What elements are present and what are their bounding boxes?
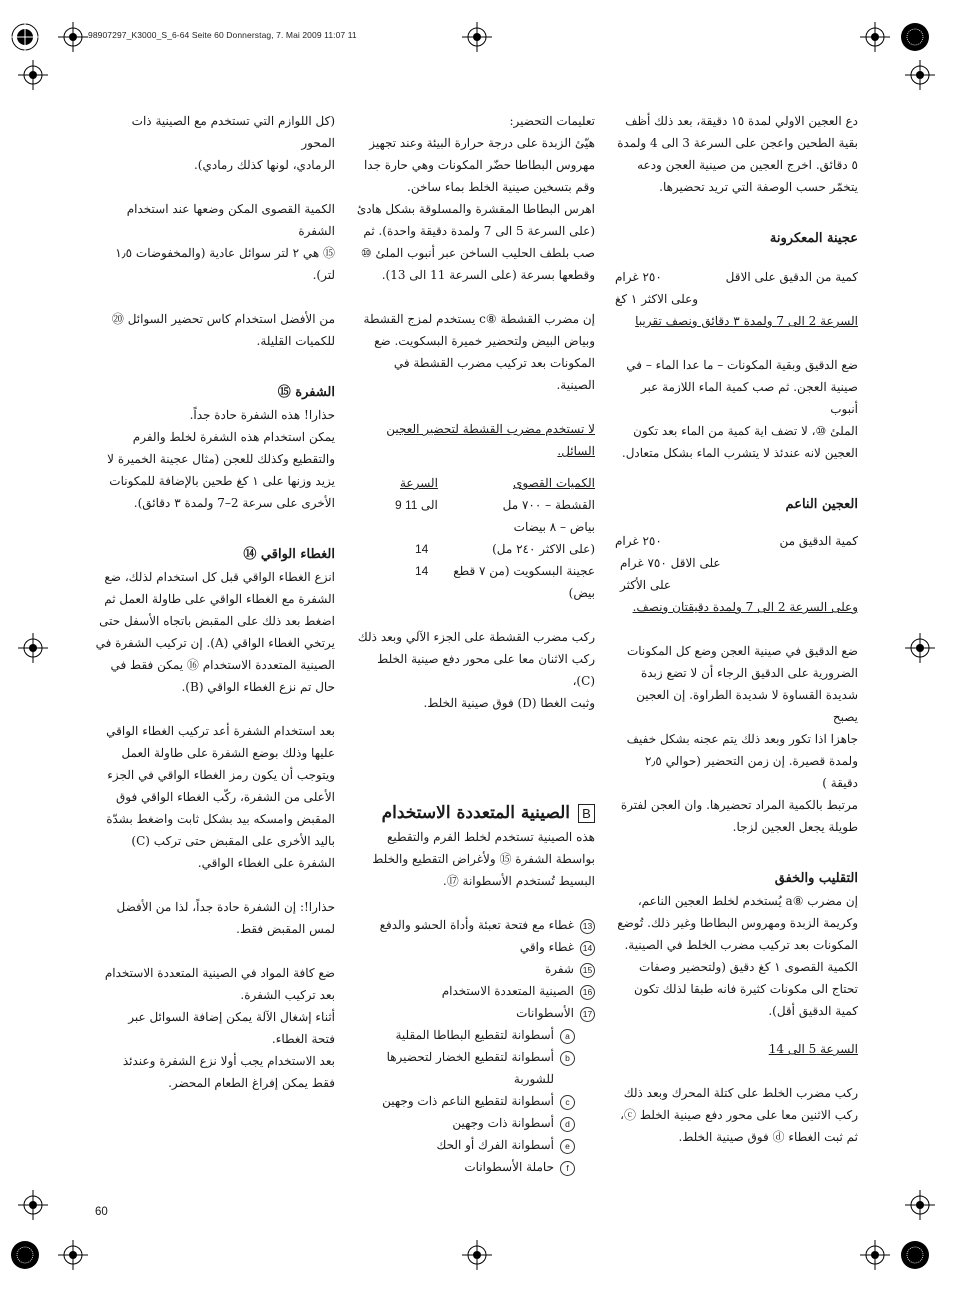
text-line: وبياض البيض ولتحضير خميرة البسكويت. ضع [374, 334, 595, 348]
text-line: انزع الغطاء الواقي قبل كل استخدام لذلك، ضع [104, 570, 335, 584]
text-line: وقم بتسخين صينية الخلط بماء ساخن. [407, 180, 595, 194]
text-line: بعد الاستخدام يجب أولا نزع الشفرة وعندئذ [122, 1054, 335, 1068]
crosshair-mark-icon [18, 60, 48, 90]
part-item [355, 980, 595, 1002]
text-line: مرتبط بالكمية المراد تحضيرها. وان العجن لفترة [620, 798, 858, 812]
qty-min: ٢٥٠ غرام [615, 534, 662, 548]
text-line: شديدة القساوة لا شديدة الطراوة. إن العجين يصبح [636, 688, 858, 724]
text-line: بقية الطحين واعجن على السرعة 3 الى 4 ولمدة [617, 136, 858, 150]
text-line: مهروس البطاطا حضّر المكونات وهي حارة جدا [363, 158, 595, 172]
text-line: الكمية القصوى ١ كغ دقيق (ولتحضير وصفات [639, 960, 858, 974]
text-line: من الأفضل استخدام كاس تحضير السوائل ⑳ [111, 312, 335, 326]
part-label: الأسطوانات [516, 1006, 574, 1020]
soft-dough-qty-row [615, 530, 858, 552]
text-line: بعد تركيب الشفرة. [240, 988, 335, 1002]
text-line: الشفرة على الغطاء الواقي. [197, 856, 335, 870]
cylinder-label: أسطوانة لتقطيع الخضار لتحضيرها [386, 1050, 554, 1064]
table-row [355, 494, 595, 516]
text-line: إن مضرب القشطة ⑧c يستخدم لمزج القشطة [363, 312, 595, 326]
text-line: بعد استخدام الشفرة أعد تركيب الغطاء الواقي [106, 724, 335, 738]
text-line: المكونات بعد تركيب مضرب الخلط في الصينية. [624, 938, 858, 952]
text-line: هيّئ الزبدة على درجة حرارة البيئة وعند تجهيز [369, 136, 595, 150]
qty-label: كمية الدقيق من [779, 534, 858, 548]
crosshair-mark-icon [18, 1190, 48, 1220]
text-line: يزيد وزنها على ١ كغ طحين بالإضافة للمكونات [109, 474, 335, 488]
qty-range: على الاقل ٧٥٠ غرام [620, 556, 721, 570]
part-label: الصينية المتعددة الاستخدام [441, 984, 574, 998]
text-line: لمس المقبض فقط. [236, 922, 335, 936]
text-line: جاهزا اذا تكور وبعد ذلك يتم عجنه بشكل خفيف [626, 732, 858, 746]
part-label: غطاء مع فتحة تعبئة وأداة الحشو والدفع [379, 918, 574, 932]
circled-number-icon: 15 [580, 963, 595, 978]
text-line: ركب مضرب الخلط على كتلة المحرك وبعد ذلك [623, 1086, 858, 1100]
text-line: تعليمات التحضير: [509, 114, 595, 128]
text-line: بواسطة الشفرة ⑮ ولأغراض التقطيع والخلط [372, 852, 595, 866]
print-header: 98907297_K3000_S_6-64 Seite 60 Donnerstag, 7. Mai 2009 11:07 11 [88, 30, 357, 40]
text-line: حال تم نزع الغطاء الواقي (B). [181, 680, 335, 694]
crosshair-mark-icon [905, 1190, 935, 1220]
part-item [355, 914, 595, 936]
warning-line: السائل. [557, 444, 595, 458]
text-line: أثناء إشغال الآلة يمكن إضافة السوائل عبر [128, 1010, 335, 1024]
qty-label: كمية من الدقيق على الاقل [725, 270, 858, 284]
section-b-heading [355, 800, 595, 826]
text-line: ضع الدقيق في صينية العجن وضع كل المكونات [626, 644, 858, 658]
crosshair-mark-icon [462, 22, 492, 52]
middle-column [355, 110, 595, 1178]
text-line: ضع الدقيق وبقية المكونات – ما عدا الماء – في [626, 358, 858, 372]
text-line: الأعلى من الشفرة، ركّب الغطاء الواقي فوق [115, 790, 335, 804]
text-line: صينية العجن. ثم صب كمية الماء اللازمة عبر أنبوب [640, 380, 858, 416]
part-label: شفرة [544, 962, 574, 976]
table-row [355, 516, 595, 538]
circled-number-icon: 14 [580, 941, 595, 956]
crosshair-mark-icon [18, 633, 48, 663]
qty-max: وعلى الاكثر ١ كغ [615, 292, 699, 306]
circled-number-icon: 16 [580, 985, 595, 1000]
text-line: اضغط بعد ذلك على المقبض باتجاه الأسفل حتى [99, 614, 335, 628]
text-line: صب بلطف الحليب الساخن عبر أنبوب الملئ ⑩ [360, 246, 595, 260]
part-item [355, 958, 595, 980]
text-line: ركب الاثنين معا على محور دفع صينية الخلط ⓒ، [620, 1108, 858, 1122]
cylinder-label: حاملة الأسطوانات [464, 1160, 554, 1174]
table-cell-speed: 9 الى 11 [395, 498, 438, 512]
circled-number-icon: a [560, 1029, 575, 1044]
text-line: ركب مضرب القشطة على الجزء الآلي وبعد ذلك [357, 630, 595, 644]
cylinders-list [355, 1024, 595, 1178]
text-line: ⑮ هي ٢ لتر سوائل عادية (والمخفوضات ١٫٥ لتر). [115, 246, 335, 282]
crosshair-mark-icon [58, 22, 88, 52]
text-line: ضع كافة المواد في الصينية المتعددة الاستخدام [104, 966, 335, 980]
starburst-mark-icon [900, 22, 930, 52]
soft-dough-speed: وعلى السرعة 2 الى 7 ولمدة دقيقتان ونصف. [632, 600, 858, 614]
cylinder-item [355, 1112, 575, 1134]
text-line: الأخرى على سرعة 2–7 ولمدة ٣ دقائق). [133, 496, 335, 510]
pasta-qty-row [615, 266, 858, 288]
mixing-speed: السرعة 5 الى 14 [768, 1042, 858, 1056]
circled-number-icon: b [560, 1051, 575, 1066]
text-line: ركب الاثنان معا على محور دفع صينية الخلط (C)، [377, 652, 595, 688]
text-line: الرمادي، لونها كذلك رمادي). [193, 158, 335, 172]
table-cell-qty: بياض – ٨ بيضات [513, 520, 595, 534]
crosshair-mark-icon [462, 1240, 492, 1270]
table-header-speed: السرعة [400, 476, 438, 490]
table-cell-speed: 14 [415, 564, 429, 578]
circled-number-icon: f [560, 1161, 575, 1176]
section-b-letter: B [578, 804, 595, 823]
starburst-mark-icon [900, 1240, 930, 1270]
crosshair-mark-icon [905, 60, 935, 90]
crosshair-mark-icon [860, 22, 890, 52]
text-line: ويتوجب أن يكون رمز الغطاء الواقي في الجزء [107, 768, 335, 782]
section-b-title: الصينية المتعددة الاستخدام [381, 803, 570, 823]
circled-number-icon: 13 [580, 919, 595, 934]
text-line: الضرورية على الدقيق الرجاء أن لا تضع زبدة [640, 666, 858, 680]
cylinder-item [355, 1090, 575, 1112]
text-line: طويلة يجعل العجين لزجا. [732, 820, 858, 834]
text-line: يمكن استخدام هذه الشفرة لخلط والفرم [132, 430, 335, 444]
text-line: المقبض وامسكه بيد بشكل ثابت واضغط بشدّة [106, 812, 335, 826]
text-line: ولمدة قصيرة. إن زمن التحضير (حوالي ٢٫٥ دقيقة ) [645, 754, 858, 790]
text-line: والتقطيع وكذلك للعجن (مثال عجينة الخميرة لا [107, 452, 335, 466]
part-label: غطاء واقي [519, 940, 574, 954]
circled-number-icon: e [560, 1139, 575, 1154]
parts-list [355, 914, 595, 1024]
page-number: 60 [95, 1206, 108, 1218]
qty-value: ٢٥٠ غرام [615, 270, 662, 284]
table-row [355, 538, 595, 560]
part-item [355, 1002, 595, 1024]
text-line: حذارا! هذه الشفرة حادة جداً. [189, 408, 335, 422]
soft-dough-heading: العجين الناعم [785, 497, 858, 512]
crosshair-mark-icon [860, 1240, 890, 1270]
cylinder-label: أسطوانة لتقطيع الناعم ذات وجهين [382, 1094, 554, 1108]
text-line: وقطعها بسرعة (على السرعة 11 الى 13). [381, 268, 595, 282]
part-item [355, 936, 595, 958]
table-header-row [355, 472, 595, 494]
starburst-mark-icon [10, 1240, 40, 1270]
registration-mark-icon [10, 22, 40, 52]
text-line: للكميات القليلة. [256, 334, 335, 348]
text-line: يتخمّر حسب الوصفة التي تريد تحضيرها. [659, 180, 858, 194]
table-header-qty: الكميات القصوى [512, 476, 595, 490]
text-line: إن مضرب ⑧a يُستخدم لخلط العجين الناعم، [637, 894, 858, 908]
crosshair-mark-icon [905, 633, 935, 663]
guard-heading: الغطاء الواقي ⑭ [243, 547, 335, 562]
text-line: ٥ دقائق. اخرج العجين من صينية العجن ودعه [637, 158, 858, 172]
text-line: وكريمة الزبدة ومهروس البطاطا وغير ذلك. تُوضع [617, 916, 858, 930]
mixing-heading: التقليب والخفق [774, 871, 858, 886]
circled-number-icon: 17 [580, 1007, 595, 1022]
right-column [615, 110, 858, 1148]
qty-max: على الأكثر [620, 578, 672, 592]
text-line: هذه الصينية تستخدم لخلط الفرم والتقطيع [386, 830, 595, 844]
text-line: اهرس البطاطا المقشرة والمسلوقة بشكل هادئ [356, 202, 595, 216]
text-line: الصينية المتعددة الاستخدام ⑯ يمكن فقط في [110, 658, 335, 672]
text-line: البسيط تُستخدم الأسطوانة ⑰. [442, 874, 595, 888]
text-line: باليد الأخرى على المقبض حتى تركب (C) [131, 834, 335, 848]
table-row [355, 560, 595, 604]
cylinder-item [355, 1156, 575, 1178]
text-line: كمية الدقيق أقل). [768, 1004, 858, 1018]
text-line: تحتاج الى مكونات كثيرة فانه طبقا لذلك تكون [634, 982, 858, 996]
text-line: (على السرعة 5 الى 7 ولمدة دقيقة واحدة). ثم [363, 224, 595, 238]
table-cell-speed: 14 [415, 542, 429, 556]
text-line: (كل اللوازم التي تستخدم مع الصينية ذات المحور [131, 114, 335, 150]
text-line: الكمية القصوى المكن وضعها عند استخدام الشفرة [126, 202, 335, 238]
cylinder-item [355, 1134, 575, 1156]
text-line: يرتخي الغطاء الواقي (A). إن تركيب الشفرة في [95, 636, 335, 650]
crosshair-mark-icon [58, 1240, 88, 1270]
cylinder-item [355, 1046, 575, 1068]
table-cell-qty: القشطة – ٧٠٠ مل [502, 498, 595, 512]
warning-line: لا تستخدم مضرب القشطة لتحضير العجين [386, 422, 595, 436]
cylinder-label: أسطوانة ذات وجهين [452, 1116, 554, 1130]
text-line: عليها وذلك بوضع الشفرة على طاولة العمل [121, 746, 335, 760]
text-line: المكونات بعد تركيب مضرب القشطة في الصينية. [393, 356, 595, 392]
text-line: الملئ ⑩، لا تضف اية كمية من الماء بعد تكون [633, 424, 858, 438]
pasta-heading: عجينة المعكرونة [769, 231, 858, 246]
left-column [95, 110, 335, 1094]
cylinder-label: أسطوانة لتقطيع البطاطا المقلية [395, 1028, 554, 1042]
blade-heading: الشفرة ⑮ [277, 385, 335, 400]
pasta-speed: السرعة 2 الى 7 ولمدة ٣ دقائق ونصف تقريبا [635, 314, 858, 328]
quantities-table [355, 472, 595, 604]
table-cell-qty: عجينة البسكويت (من ٧ قطع بيض) [453, 564, 595, 600]
cylinder-item [355, 1024, 575, 1046]
text-line: دع العجين الاولي لمدة ١٥ دقيقة، بعد ذلك أظف [625, 114, 858, 128]
cylinder-label: للشوربة [513, 1072, 554, 1086]
circled-number-icon: c [560, 1095, 575, 1110]
cylinder-label: أسطوانة الفرك أو الحك [436, 1138, 554, 1152]
text-line: فقط يمكن إفراغ الطعام المحضر. [168, 1076, 335, 1090]
text-line: فتحة الغطاء. [271, 1032, 335, 1046]
text-line: ثم ثبت الغطاء ⓓ فوق صينية الخلط. [678, 1130, 858, 1144]
cylinder-item [355, 1068, 575, 1090]
text-line: العجين لانه عندئذ لا يتشرب الماء بشكل متعادل. [621, 446, 858, 460]
text-line: حذارا!: إن الشفرة حادة جداً، لذا من الأفضل [116, 900, 335, 914]
text-line: وثبت الغطا (D) فوق صينية الخلط. [423, 696, 595, 710]
table-cell-qty: (على الاكثر ٢٤٠ مل) [492, 542, 595, 556]
circled-number-icon: d [560, 1117, 575, 1132]
text-line: الشفرة مع الغطاء الواقي على طاولة العمل ثم [104, 592, 335, 606]
